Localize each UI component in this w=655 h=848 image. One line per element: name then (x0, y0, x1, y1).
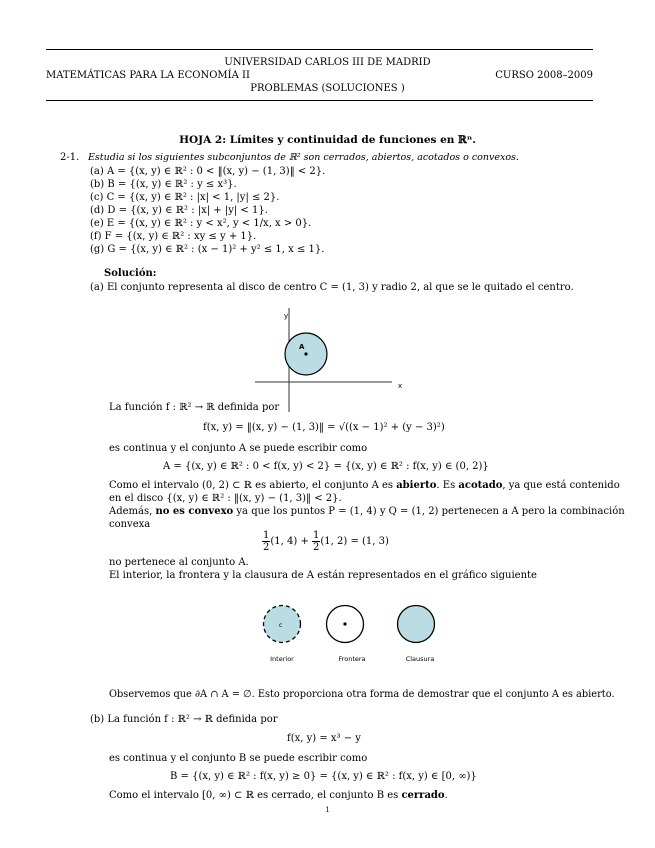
figure-interior-frontera-clausura (255, 602, 455, 672)
fraction-half-1: $\frac{1}{2}$ (263, 530, 270, 553)
course-title: MATEMÁTICAS PARA LA ECONOMÍA II (46, 70, 250, 81)
problem-item-c: (c) C = {(x, y) ∈ ℝ² : |x| < 1, |y| ≤ 2}. (90, 192, 280, 203)
paragraph-convexo-2: convexa (109, 519, 151, 530)
frontera-center-point (343, 622, 346, 625)
observemos-text: Observemos que ∂A ∩ A = ∅. Esto proporciona otra forma de demostrar que el conjunto A es abierto. (109, 689, 615, 700)
solution-a-intro: (a) El conjunto representa al disco de centro C = (1, 3) y radio 2, al que se le quitado el centro. (90, 282, 574, 293)
label-interior: Interior (270, 655, 294, 663)
b-cerrado-text: Como el intervalo [0, ∞) ⊂ ℝ es cerrado, el conjunto B es cerrado. (109, 790, 448, 801)
problem-statement: Estudia si los siguientes subconjuntos de ℝ² son cerrados, abiertos, acotados o convexos. (88, 152, 519, 163)
paragraph-abierto-1: Como el intervalo (0, 2) ⊂ ℝ es abierto, el conjunto A es abierto. Es acotado, ya que está contenido (109, 480, 620, 491)
solution-b-intro: (b) La función f : ℝ² → ℝ definida por (90, 714, 278, 725)
paragraph-convexo-1: Además, no es convexo ya que los puntos P = (1, 4) y Q = (1, 2) pertenecen a A pero la combinación (109, 506, 625, 517)
problem-item-a: (a) A = {(x, y) ∈ ℝ² : 0 < ‖(x, y) − (1, 3)‖ < 2}. (90, 166, 326, 177)
problem-item-d: (d) D = {(x, y) ∈ ℝ² : |x| + |y| < 1}. (90, 205, 268, 216)
y-axis-label: y (284, 312, 289, 320)
paragraph-abierto-2: en el disco {(x, y) ∈ ℝ² : ‖(x, y) − (1, 3)‖ < 2}. (109, 493, 342, 504)
b-continua-text: es continua y el conjunto B se puede escribir como (109, 753, 368, 764)
course-year: CURSO 2008–2009 (495, 70, 593, 81)
page-number: 1 (325, 806, 330, 814)
problem-item-b: (b) B = {(x, y) ∈ ℝ² : y ≤ x³}. (90, 179, 237, 190)
header-subtitle: PROBLEMAS (SOLUCIONES ) (250, 83, 405, 94)
top-rule (46, 49, 593, 50)
x-axis-label: x (398, 382, 403, 390)
label-frontera: Frontera (338, 655, 366, 663)
set-A-formula: A = {(x, y) ∈ ℝ² : 0 < f(x, y) < 2} = {(x, y) ∈ ℝ² : f(x, y) ∈ (0, 2)} (163, 461, 489, 472)
problem-number: 2-1. (60, 152, 80, 163)
no-pertenece-text: no pertenece al conjunto A. (109, 557, 249, 568)
continua-text: es continua y el conjunto A se puede escribir como (109, 443, 368, 454)
convex-combination: $\frac{1}{2}$ (1, 4) + $\frac{1}{2}$ (1, 2) = (1, 3) (263, 530, 389, 553)
clausura-disc (398, 606, 435, 643)
label-clausura: Clausura (405, 655, 435, 663)
figure-disc-A (250, 306, 410, 416)
set-A-label: A (299, 343, 305, 351)
bottom-rule (46, 100, 593, 101)
interior-point-label: c (279, 622, 283, 629)
solution-heading: Solución: (104, 268, 157, 279)
b-formula: f(x, y) = x³ − y (287, 733, 361, 744)
func-intro: La función f : ℝ² → ℝ definida por (109, 402, 280, 413)
center-point (304, 352, 307, 355)
interior-frontera-text: El interior, la frontera y la clausura de A están representados en el gráfico siguiente (109, 570, 537, 581)
fraction-half-2: $\frac{1}{2}$ (313, 530, 320, 553)
problem-item-f: (f) F = {(x, y) ∈ ℝ² : xy ≤ y + 1}. (90, 231, 257, 242)
set-B-formula: B = {(x, y) ∈ ℝ² : f(x, y) ≥ 0} = {(x, y) ∈ ℝ² : f(x, y) ∈ [0, ∞)} (170, 771, 477, 782)
problem-item-e: (e) E = {(x, y) ∈ ℝ² : y < x², y < 1/x, x > 0}. (90, 218, 312, 229)
sheet-title: HOJA 2: Límites y continuidad de funciones en ℝⁿ. (179, 134, 476, 146)
func-formula: f(x, y) = ‖(x, y) − (1, 3)‖ = √((x − 1)² + (y − 3)²) (203, 422, 445, 433)
university-name: UNIVERSIDAD CARLOS III DE MADRID (224, 57, 431, 68)
problem-item-g: (g) G = {(x, y) ∈ ℝ² : (x − 1)² + y² ≤ 1, x ≤ 1}. (90, 244, 325, 255)
